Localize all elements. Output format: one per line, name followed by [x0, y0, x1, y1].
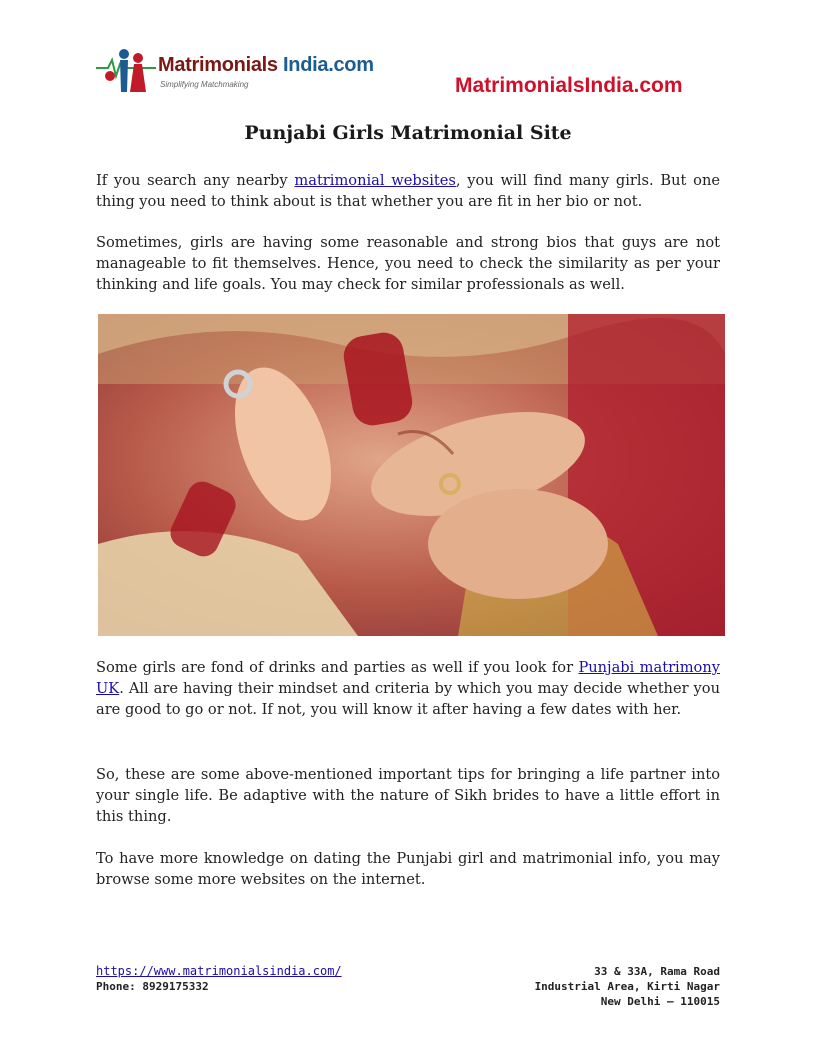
logo-tagline: Simplifying Matchmaking — [160, 80, 249, 89]
couple-logo-icon — [94, 46, 158, 98]
logo-wordmark: Matrimonials India.com — [158, 54, 374, 76]
matrimonial-websites-link[interactable]: matrimonial websites — [294, 172, 456, 189]
punjabi-matrimony-uk-link[interactable]: Punjabi matrimony UK — [96, 659, 720, 697]
footer-address — [535, 964, 720, 1009]
footer-website-link[interactable]: https://www.matrimonialsindia.com/ — [96, 964, 342, 978]
paragraph-2: Sometimes, girls are having some reasonable and strong bios that guys are not manageable to fit themselves. Hence, you need to check the similarity as per your thinking and life goals. You may check for similar professionals as well. — [96, 234, 720, 293]
address-line-1: 33 & 33A, Rama Road — [594, 965, 720, 978]
paragraph-1: If you search any nearby matrimonial websites, you will find many girls. But one thing you need to think about is that whether you are fit in her bio or not. — [96, 172, 720, 210]
wedding-ring-photo — [98, 314, 725, 636]
address-line-2: Industrial Area, Kirti Nagar — [534, 980, 720, 993]
paragraph-3: Some girls are fond of drinks and parties as well if you look for Punjabi matrimony UK. All are having their mindset and criteria by which you may decide whether you are good to go or not. If not, you will know it after having a few dates with her. — [96, 659, 720, 718]
footer-phone: Phone: 8929175332 — [96, 980, 209, 993]
page-title: Punjabi Girls Matrimonial Site — [244, 122, 572, 144]
company-logo — [94, 46, 374, 98]
brand-heading: MatrimonialsIndia.com — [455, 74, 683, 97]
address-line-3: New Delhi – 110015 — [600, 995, 720, 1008]
paragraph-5: To have more knowledge on dating the Punjabi girl and matrimonial info, you may browse some more websites on the internet. — [96, 850, 720, 888]
paragraph-4: So, these are some above-mentioned important tips for bringing a life partner into your single life. Be adaptive with the nature of Sikh brides to have a little effort in this thing. — [96, 766, 720, 825]
